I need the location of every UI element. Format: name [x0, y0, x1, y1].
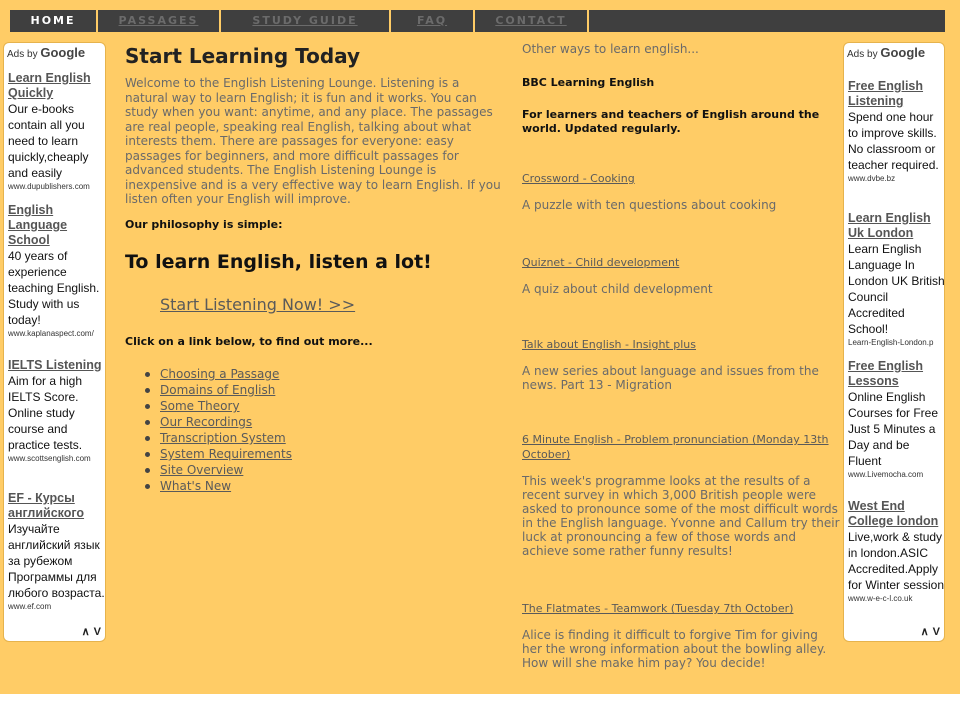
list-item [145, 478, 292, 494]
ad-body: Our e-books contain all you need to learn quickly,cheaply and easily [8, 102, 89, 180]
nav-study-guide[interactable]: STUDY GUIDE [221, 10, 391, 32]
main-content [125, 42, 505, 493]
ad-next-icon[interactable]: V [93, 626, 101, 638]
ad-body: Aim for a high IELTS Score. Online study course and practice tests. [8, 374, 83, 452]
list-item [145, 366, 292, 382]
left-ad-1 [8, 71, 106, 192]
ad-title[interactable]: Learn English Quickly [8, 71, 91, 100]
ad-url[interactable]: www.ef.com [8, 602, 52, 611]
ad-body: Live,work & study in london.ASIC Accredited.Apply for Winter session [848, 530, 945, 592]
item-link[interactable]: Quiznet - Child development [522, 256, 680, 269]
item-description: A puzzle with ten questions about cooking [522, 198, 777, 212]
list-item [522, 337, 840, 392]
list-item [522, 601, 840, 670]
ad-prev-icon[interactable]: ∧ [920, 626, 929, 638]
list-item [522, 255, 840, 296]
ad-body: Learn English Language In London UK British Council Accredited School! [848, 242, 945, 336]
item-description: A quiz about child development [522, 282, 713, 296]
item-link[interactable]: The Flatmates - Teamwork (Tuesday 7th October) [522, 602, 794, 615]
start-listening-link[interactable]: Start Listening Now! >> [160, 295, 356, 314]
link-our-recordings[interactable]: Our Recordings [160, 415, 253, 429]
ad-url[interactable]: www.w-e-c-l.co.uk [848, 594, 913, 603]
ad-url[interactable]: www.kaplanaspect.com/ [8, 329, 94, 338]
link-choosing-a-passage[interactable]: Choosing a Passage [160, 367, 280, 381]
other-ways-column [522, 42, 840, 670]
ads-by-google-label[interactable] [7, 45, 85, 60]
list-item [522, 432, 840, 558]
left-ad-3 [8, 358, 106, 464]
source-title: BBC Learning English [522, 76, 655, 89]
source-tagline: For learners and teachers of English around the world. Updated regularly. [522, 108, 820, 135]
list-item [145, 446, 292, 462]
ad-body: Online English Courses for Free Just 5 Minutes a Day and be Fluent [848, 390, 939, 468]
left-ad-2 [8, 203, 106, 339]
ad-body: 40 years of experience teaching English. Study with us today! [8, 249, 100, 327]
nav-faq[interactable]: FAQ [391, 10, 475, 32]
right-ad-1 [848, 79, 946, 184]
right-ad-2 [848, 211, 946, 348]
google-logo-text: Google [40, 45, 86, 60]
item-description: Alice is finding it difficult to forgive Tim for giving her the wrong information about the bowling alley. How will she make him pay? You decide! [522, 628, 827, 670]
list-item [145, 414, 292, 430]
item-description: This week's programme looks at the results of a recent survey in which 3,000 British people were asked to pronounce some of the most difficult words in the English language. Yvonne and Callum try their luck at pronouncing a few of those words and achieve some rather funny results! [522, 474, 840, 558]
nav-home[interactable]: HOME [10, 10, 98, 32]
right-ad-panel [843, 42, 945, 642]
link-domains-of-english[interactable]: Domains of English [160, 383, 276, 397]
link-whats-new[interactable]: What's New [160, 479, 232, 493]
ad-url[interactable]: Learn-English-London.p [848, 338, 934, 347]
list-item [145, 462, 292, 478]
left-ad-panel [3, 42, 106, 642]
right-ad-4 [848, 499, 946, 604]
left-ad-4 [8, 491, 106, 612]
ad-title[interactable]: English Language School [8, 203, 68, 247]
link-some-theory[interactable]: Some Theory [160, 399, 240, 413]
link-transcription-system[interactable]: Transcription System [160, 431, 286, 445]
ad-pager [917, 625, 940, 638]
link-system-requirements[interactable]: System Requirements [160, 447, 292, 461]
item-link[interactable]: 6 Minute English - Problem pronunciation (Monday 13th October) [522, 433, 829, 461]
page-title: Start Learning Today [125, 44, 361, 68]
ad-next-icon[interactable]: V [932, 626, 940, 638]
links-label: Click on a link below, to find out more... [125, 335, 373, 348]
ad-title[interactable]: Learn English Uk London [848, 211, 931, 240]
list-item [522, 171, 840, 212]
list-item [145, 398, 292, 414]
ad-prev-icon[interactable]: ∧ [81, 626, 90, 638]
ad-title[interactable]: West End College london [848, 499, 939, 528]
item-link[interactable]: Talk about English - Insight plus [522, 338, 696, 351]
right-ad-3 [848, 359, 946, 480]
ad-title[interactable]: IELTS Listening [8, 358, 102, 372]
ads-by-google-label[interactable] [847, 45, 925, 60]
ad-url[interactable]: www.scottsenglish.com [8, 454, 91, 463]
philosophy-label: Our philosophy is simple: [125, 218, 283, 231]
top-nav [10, 10, 945, 32]
item-description: A new series about language and issues from the news. Part 13 - Migration [522, 364, 819, 392]
ad-title[interactable]: Free English Listening [848, 79, 924, 108]
item-link[interactable]: Crossword - Cooking [522, 172, 635, 185]
link-site-overview[interactable]: Site Overview [160, 463, 244, 477]
nav-contact[interactable]: CONTACT [475, 10, 589, 32]
ad-url[interactable]: www.dupublishers.com [8, 182, 90, 191]
ad-body: Spend one hour to improve skills. No classroom or teacher required. [848, 110, 939, 172]
ad-title[interactable]: EF - Курсы английского [8, 491, 85, 520]
ads-by-text: Ads by [847, 49, 878, 60]
ad-url[interactable]: www.Livemocha.com [848, 470, 924, 479]
nav-passages[interactable]: PASSAGES [98, 10, 221, 32]
ad-title[interactable]: Free English Lessons [848, 359, 924, 388]
list-item [145, 382, 292, 398]
ad-url[interactable]: www.dvbe.bz [848, 174, 896, 183]
motto-heading: To learn English, listen a lot! [125, 251, 432, 273]
list-item [145, 430, 292, 446]
intro-paragraph: Welcome to the English Listening Lounge. Listening is a natural way to learn English; it is fun and it works. You can study when you want: anytime, and any place. The passages are real people, speaking real English, talking about what interests them. There are passages for everyone: easy passages for beginners, and more difficult passages for advanced students. The English Listening Lounge is inexpensive and is a very effective way to learn English. If you listen often your English will improve. [125, 76, 501, 206]
other-ways-header: Other ways to learn english... [522, 42, 699, 56]
ads-by-text: Ads by [7, 49, 38, 60]
ad-pager [78, 625, 101, 638]
ad-body: Изучайте английский язык за рубежом Программы для любого возраста. [8, 522, 105, 600]
google-logo-text: Google [880, 45, 926, 60]
info-link-list [145, 366, 292, 494]
